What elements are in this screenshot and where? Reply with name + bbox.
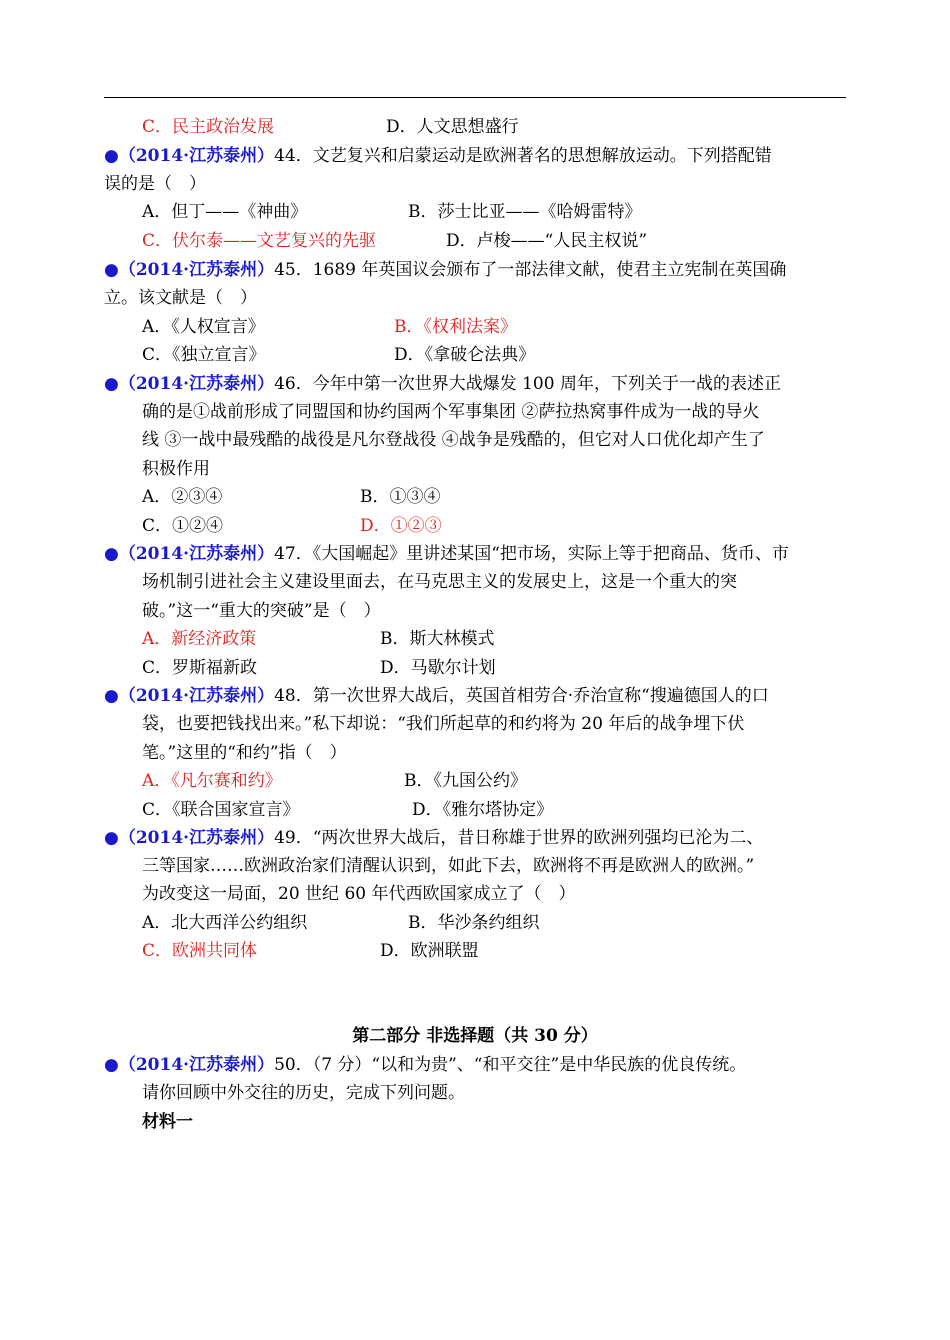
q47-option-c: C．罗斯福新政 bbox=[142, 658, 258, 678]
q46-option-b: B．①③④ bbox=[360, 487, 441, 507]
q50-stem-line-1 bbox=[104, 1051, 746, 1079]
q48-stem-line-2: 袋，也要把钱找出来。”私下却说：“我们所起草的和约将为 20 年后的战争埋下伏 bbox=[142, 714, 745, 734]
q49-option-d: D．欧洲联盟 bbox=[380, 941, 479, 961]
q49-stem-line-2: 三等国家……欧洲政治家们清醒认识到，如此下去，欧洲将不再是欧洲人的欧洲。” bbox=[142, 856, 755, 876]
bullet-icon: ● bbox=[104, 544, 119, 564]
q47-stem-line-1 bbox=[104, 540, 789, 568]
q49-stem-line-3: 为改变这一局面，20 世纪 60 年代西欧国家成立了（ ） bbox=[142, 884, 576, 904]
q47-source: （2014·江苏泰州） bbox=[118, 544, 275, 564]
q49-option-c: C．欧洲共同体 bbox=[142, 941, 258, 961]
q50-material-label: 材料一 bbox=[142, 1112, 193, 1132]
q45-option-d: D．《拿破仑法典》 bbox=[394, 345, 536, 365]
q47-option-d: D．马歇尔计划 bbox=[380, 658, 496, 678]
q49-option-b: B．华沙条约组织 bbox=[408, 913, 540, 933]
section-heading: 第二部分 非选择题（共 30 分） bbox=[352, 1026, 598, 1046]
q48-stem-line-3: 笔。”这里的“和约”指（ ） bbox=[142, 743, 347, 763]
q44-source: （2014·江苏泰州） bbox=[118, 146, 275, 166]
q46-source: （2014·江苏泰州） bbox=[118, 374, 275, 394]
q47-option-b: B．斯大林模式 bbox=[380, 629, 495, 649]
q43-option-d: D．人文思想盛行 bbox=[386, 117, 519, 137]
q44-option-c: C．伏尔泰——文艺复兴的先驱 bbox=[142, 231, 377, 251]
q48-stem-text: 48．第一次世界大战后，英国首相劳合·乔治宣称“搜遍德国人的口 bbox=[274, 686, 769, 706]
q48-stem-line-1 bbox=[104, 682, 769, 710]
q46-stem-line-2: 确的是①战前形成了同盟国和协约国两个军事集团 ②萨拉热窝事件成为一战的导火 bbox=[142, 402, 760, 422]
q50-stem-line-2: 请你回顾中外交往的历史，完成下列问题。 bbox=[142, 1083, 465, 1103]
q45-option-a: A．《人权宣言》 bbox=[142, 317, 265, 337]
q45-option-b: B．《权利法案》 bbox=[394, 317, 517, 337]
q48-option-c: C．《联合国家宣言》 bbox=[142, 800, 300, 820]
q44-stem-line-1 bbox=[104, 142, 772, 170]
q47-stem-text: 47．《大国崛起》里讲述某国“把市场，实际上等于把商品、货币、市 bbox=[274, 544, 789, 564]
q44-option-a: A．但丁——《神曲》 bbox=[142, 202, 308, 222]
q45-option-c: C．《独立宣言》 bbox=[142, 345, 266, 365]
q46-stem-line-1 bbox=[104, 370, 781, 398]
q49-stem-text: 49．“两次世界大战后，昔日称雄于世界的欧洲列强均已沦为二、 bbox=[274, 828, 764, 848]
q46-option-d: D．①②③ bbox=[360, 516, 442, 536]
q45-source: （2014·江苏泰州） bbox=[118, 260, 275, 280]
q46-stem-line-3: 线 ③一战中最残酷的战役是凡尔登战役 ④战争是残酷的，但它对人口优化却产生了 bbox=[142, 430, 765, 450]
q49-stem-line-1 bbox=[104, 824, 763, 852]
q48-option-b: B．《九国公约》 bbox=[404, 771, 527, 791]
q49-option-a: A．北大西洋公约组织 bbox=[142, 913, 308, 933]
bullet-icon: ● bbox=[104, 686, 119, 706]
q50-source: （2014·江苏泰州） bbox=[118, 1055, 275, 1075]
q47-stem-line-2: 场机制引进社会主义建设里面去，在马克思主义的发展史上，这是一个重大的突 bbox=[142, 572, 737, 592]
q45-stem-text: 45．1689 年英国议会颁布了一部法律文献，使君主立宪制在英国确 bbox=[274, 260, 787, 280]
q48-option-d: D．《雅尔塔协定》 bbox=[412, 800, 554, 820]
bullet-icon: ● bbox=[104, 1055, 119, 1075]
q49-source: （2014·江苏泰州） bbox=[118, 828, 275, 848]
q44-stem-line-2: 误的是（ ） bbox=[104, 174, 206, 194]
q45-stem-line-1 bbox=[104, 256, 786, 284]
q43-option-c: C．民主政治发展 bbox=[142, 117, 275, 137]
q44-stem-text: 44．文艺复兴和启蒙运动是欧洲著名的思想解放运动。下列搭配错 bbox=[274, 146, 772, 166]
q48-source: （2014·江苏泰州） bbox=[118, 686, 275, 706]
q44-option-b: B．莎士比亚——《哈姆雷特》 bbox=[408, 202, 642, 222]
bullet-icon: ● bbox=[104, 146, 119, 166]
q48-option-a: A．《凡尔赛和约》 bbox=[142, 771, 282, 791]
q46-stem-line-4: 积极作用 bbox=[142, 459, 210, 479]
q46-option-a: A．②③④ bbox=[142, 487, 223, 507]
header-rule bbox=[104, 97, 846, 98]
q44-option-d: D．卢梭——“人民主权说” bbox=[446, 231, 648, 251]
q46-stem-text: 46．今年中第一次世界大战爆发 100 周年，下列关于一战的表述正 bbox=[274, 374, 781, 394]
bullet-icon: ● bbox=[104, 260, 119, 280]
bullet-icon: ● bbox=[104, 374, 119, 394]
q46-option-c: C．①②④ bbox=[142, 516, 224, 536]
q47-option-a: A．新经济政策 bbox=[142, 629, 257, 649]
q45-stem-line-2: 立。该文献是（ ） bbox=[104, 288, 257, 308]
q50-stem-text: 50．（7 分）“以和为贵”、“和平交往”是中华民族的优良传统。 bbox=[274, 1055, 747, 1075]
bullet-icon: ● bbox=[104, 828, 119, 848]
q47-stem-line-3: 破。”这一“重大的突破”是（ ） bbox=[142, 601, 381, 621]
